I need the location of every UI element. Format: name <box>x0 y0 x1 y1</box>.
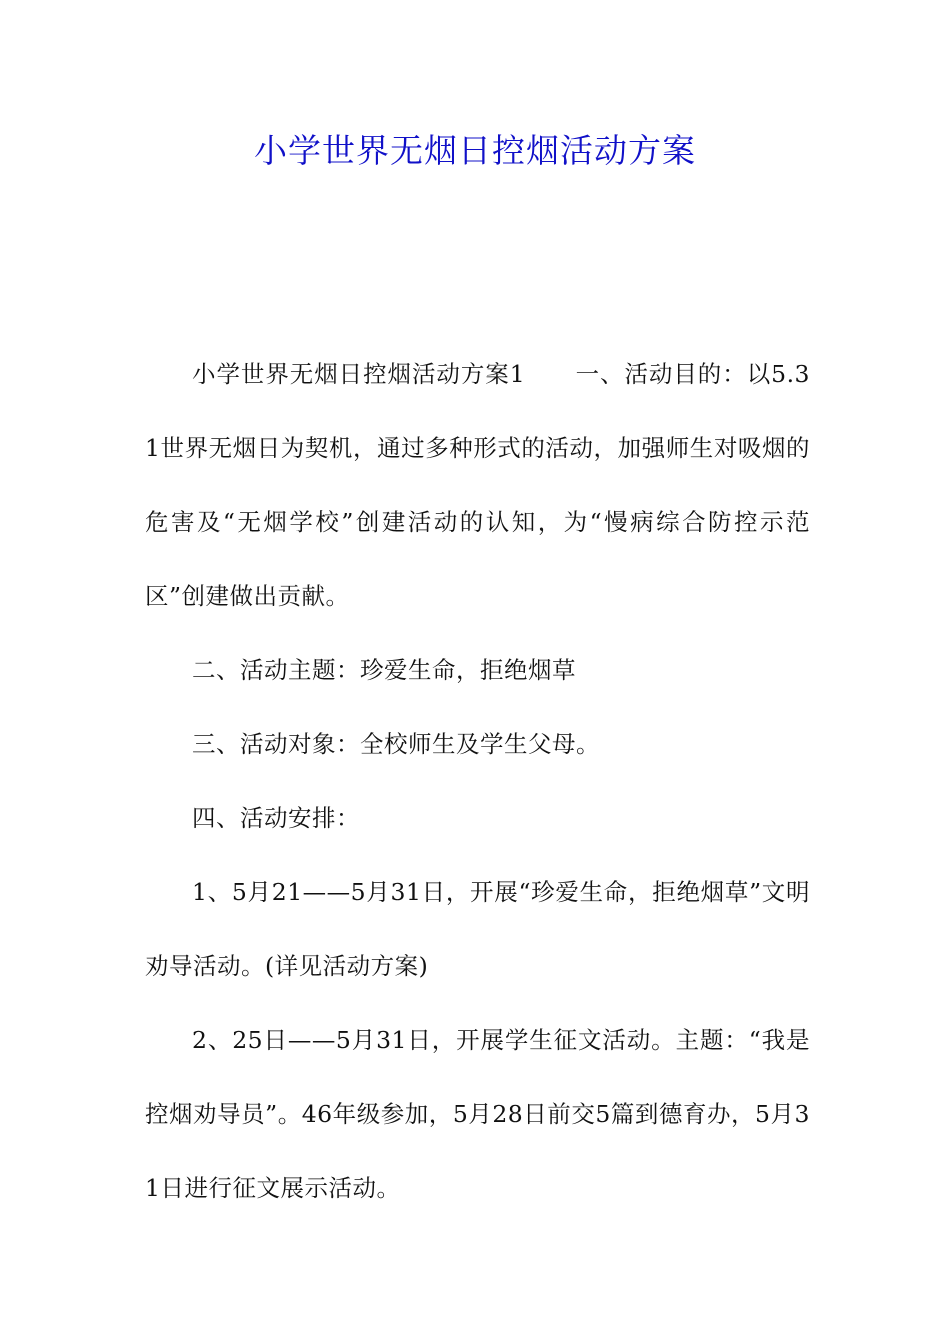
paragraph-schedule-item-1: 1、5月21——5月31日，开展“珍爱生命，拒绝烟草”文明劝导活动。(详见活动方案) <box>145 878 810 980</box>
paragraph-text: 一、活动目的：以5.31世界无烟日为契机，通过多种形式的活动，加强师生对吸烟的危害及“无烟学校”创建活动的认知，为“慢病综合防控示范区”创建做出贡献。 <box>145 360 811 610</box>
document-body <box>145 337 810 1225</box>
paragraph-purpose <box>145 337 810 633</box>
paragraph-schedule-item-2: 2、25日——5月31日，开展学生征文活动。主题：“我是控烟劝导员”。46年级参加，5月28日前交5篇到德育办，5月31日进行征文展示活动。 <box>145 1026 810 1202</box>
plan-heading: 小学世界无烟日控烟活动方案1 <box>192 360 526 388</box>
document-title: 小学世界无烟日控烟活动方案 <box>254 131 696 170</box>
paragraph-theme: 二、活动主题：珍爱生命，拒绝烟草 <box>192 656 576 684</box>
paragraph-audience: 三、活动对象：全校师生及学生父母。 <box>192 730 600 758</box>
paragraph-schedule-heading: 四、活动安排： <box>192 804 360 832</box>
